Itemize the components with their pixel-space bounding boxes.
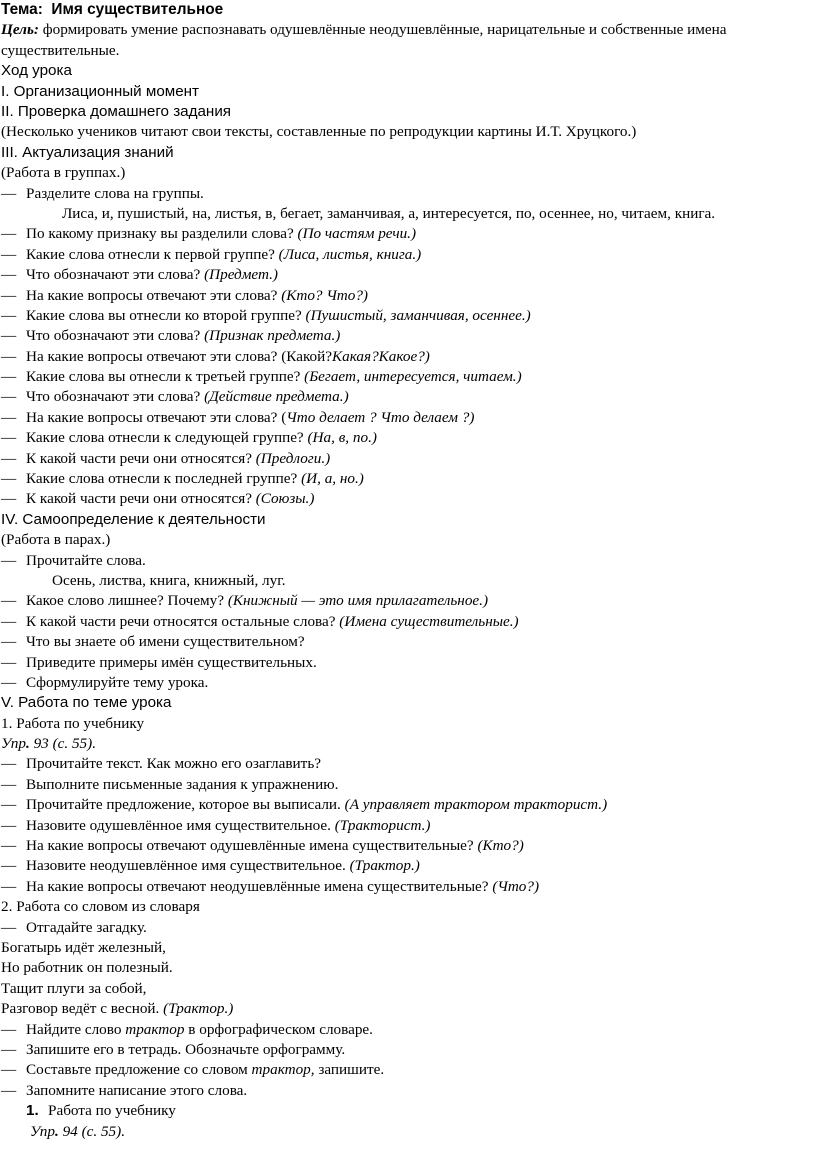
- section-2-note: (Несколько учеников читают свои тексты, составленные по репродукции картины И.Т. Хруцкого.): [1, 123, 637, 141]
- question-text: Выполните письменные задания к упражнению.: [26, 775, 339, 793]
- question-text: Какие слова отнесли к первой группе?: [26, 245, 275, 263]
- section-5-sub-1: 1. Работа по учебнику: [1, 714, 145, 732]
- dialogue-line: [1, 632, 816, 652]
- answer-text: (Лиса, листья, книга.): [278, 245, 422, 263]
- section-4-task: [1, 551, 816, 571]
- question-text: Приведите примеры имён существительных.: [26, 653, 317, 671]
- task-text: Отгадайте загадку.: [26, 918, 147, 936]
- section-5-dialogue: [1, 754, 816, 897]
- question-text: К какой части речи они относятся?: [26, 449, 252, 467]
- dash: —: [1, 653, 17, 671]
- question-text: Какие слова вы отнесли к третьей группе?: [26, 368, 301, 386]
- dialogue-line: [1, 326, 816, 346]
- riddle-line-1: Богатырь идёт железный,: [1, 939, 166, 956]
- question-text: Какие слова вы отнесли ко второй группе?: [26, 306, 302, 324]
- dialogue-line: [1, 836, 816, 856]
- title-text: Имя существительное: [51, 1, 224, 18]
- dialogue-line: [1, 856, 816, 876]
- dialogue-line: [1, 347, 816, 367]
- answer-text: (Предмет.): [204, 266, 278, 284]
- question-text: Что обозначают эти слова?: [26, 388, 201, 406]
- answer-text: (Предлоги.): [255, 449, 331, 467]
- dash: —: [1, 327, 17, 345]
- answer-text: (Что?): [492, 877, 540, 895]
- answer-text: (На, в, по.): [307, 429, 377, 447]
- answer-text: (А управляет трактором тракторист.): [344, 796, 608, 814]
- answer-text: (Книжный — это имя прилагательное.): [227, 592, 489, 610]
- dialogue-line: [1, 653, 816, 673]
- dash: —: [1, 857, 17, 875]
- answer-text: (Союзы.): [255, 490, 315, 508]
- answer-text: (Кто? Что?): [281, 286, 368, 304]
- answer-text: (Признак предмета.): [204, 327, 341, 345]
- dash: —: [1, 449, 17, 467]
- riddle-line-3: Тащит плуги за собой,: [1, 979, 147, 997]
- dict-step-2: [1, 1040, 816, 1060]
- question-text: К какой части речи они относятся?: [26, 490, 252, 508]
- dialogue-line: [1, 591, 816, 611]
- exercise-prefix: Упр: [30, 1122, 55, 1140]
- dash: —: [1, 1040, 17, 1058]
- dash: —: [1, 225, 17, 243]
- section-4-dialogue: [1, 591, 816, 693]
- question-text: Прочитайте текст. Как можно его озаглавить?: [26, 755, 321, 773]
- section-2-heading: II. Проверка домашнего задания: [1, 102, 232, 120]
- answer-text: (Кто?): [477, 837, 524, 855]
- dialogue-line: [1, 265, 816, 285]
- step-text: Запомните написание этого слова.: [26, 1081, 248, 1099]
- dialogue-line: [1, 449, 816, 469]
- dict-step-3: [1, 1060, 816, 1080]
- question-text: На какие вопросы отвечают неодушевлённые имена существительные?: [26, 877, 489, 895]
- numbered-item: [1, 1101, 816, 1121]
- dash: —: [1, 347, 17, 365]
- answer-text: (Имена существительные.): [339, 612, 519, 630]
- dash: —: [1, 266, 17, 284]
- dash: —: [1, 796, 17, 814]
- dash: —: [1, 1081, 17, 1099]
- dialogue-line: [1, 754, 816, 774]
- answer-text: Какая?Какое?): [332, 347, 430, 365]
- exercise-94: [1, 1122, 816, 1142]
- dash: —: [1, 429, 17, 447]
- dash: —: [1, 551, 17, 569]
- question-text: Назовите неодушевлённое имя существительное.: [26, 857, 346, 875]
- dash: —: [1, 184, 17, 202]
- goal-label: Цель:: [1, 21, 39, 39]
- dialogue-line: [1, 245, 816, 265]
- question-text: Сформулируйте тему урока.: [26, 673, 209, 691]
- lesson-title: [1, 0, 816, 20]
- exercise-number: 93 (с. 55).: [29, 735, 96, 753]
- riddle-line-2: Но работник он полезный.: [1, 959, 173, 977]
- question-text: По какому признаку вы разделили слова?: [26, 225, 294, 243]
- dialogue-line: [1, 816, 816, 836]
- exercise-prefix: Упр: [1, 735, 26, 753]
- dash: —: [1, 673, 17, 691]
- question-text: Что вы знаете об имени существительном?: [26, 633, 305, 651]
- riddle-task: [1, 918, 816, 938]
- goal-text: формировать умение распознавать одушевлённые неодушевлённые, нарицательные и собственные имена существительные.: [1, 21, 727, 59]
- answer-text: (Действие предмета.): [204, 388, 349, 406]
- dash: —: [1, 368, 17, 386]
- question-text: К какой части речи относятся остальные слова?: [26, 612, 336, 630]
- step-text: запишите.: [314, 1061, 385, 1079]
- list-item-text: Работа по учебнику: [48, 1102, 176, 1120]
- question-text: Что обозначают эти слова?: [26, 266, 201, 284]
- question-text: Какие слова отнесли к следующей группе?: [26, 429, 304, 447]
- answer-text: (И, а, но.): [301, 470, 364, 488]
- dash: —: [1, 592, 17, 610]
- question-text: Прочитайте предложение, которое вы выписали.: [26, 796, 341, 814]
- riddle-line-4: [1, 999, 816, 1019]
- question-text: На какие вопросы отвечают одушевлённые имена существительные?: [26, 837, 474, 855]
- dict-step-1: [1, 1020, 816, 1040]
- dash: —: [1, 1020, 17, 1038]
- step-text: Запишите его в тетрадь. Обозначьте орфограмму.: [26, 1040, 346, 1058]
- task-text: Прочитайте слова.: [26, 551, 146, 569]
- dash: —: [1, 245, 17, 263]
- dialogue-line: [1, 877, 816, 897]
- exercise-dot: .: [25, 735, 30, 753]
- dash: —: [1, 470, 17, 488]
- dash: —: [1, 388, 17, 406]
- section-4-heading: IV. Самоопределение к деятельности: [1, 510, 266, 528]
- answer-text: (Тракторист.): [334, 816, 431, 834]
- answer-text: (Пушистый, заманчивая, осеннее.): [305, 306, 531, 324]
- dash: —: [1, 1061, 17, 1079]
- section-4-note: (Работа в парах.): [1, 531, 111, 549]
- dash: —: [1, 286, 17, 304]
- dialogue-line: [1, 428, 816, 448]
- exercise-dot: .: [54, 1122, 59, 1140]
- dash: —: [1, 837, 17, 855]
- dash: —: [1, 306, 17, 324]
- dash: —: [1, 408, 17, 426]
- dialogue-line: [1, 489, 816, 509]
- answer-text: (Бегает, интересуется, читаем.): [304, 368, 522, 386]
- dash: —: [1, 877, 17, 895]
- section-3-heading: III. Актуализация знаний: [1, 143, 174, 161]
- question-text: На какие вопросы отвечают эти слова?: [26, 286, 278, 304]
- dash: —: [1, 612, 17, 630]
- plan-heading: Ход урока: [1, 62, 72, 80]
- question-text: Какое слово лишнее? Почему?: [26, 592, 225, 610]
- section-3-dialogue: [1, 224, 816, 509]
- dialogue-line: [1, 795, 816, 815]
- dash: —: [1, 918, 17, 936]
- question-text: На какие вопросы отвечают эти слова? (Какой?: [26, 347, 333, 365]
- answer-text: Что делает ? Что делаем ?): [286, 408, 475, 426]
- dialogue-line: [1, 775, 816, 795]
- section-5-heading: V. Работа по теме урока: [1, 694, 172, 712]
- dash: —: [1, 633, 17, 651]
- dict-step-4: [1, 1081, 816, 1101]
- exercise-number: 94 (с. 55).: [58, 1122, 125, 1140]
- section-5-sub-2: 2. Работа со словом из словаря: [1, 898, 200, 916]
- question-text: Что обозначают эти слова?: [26, 327, 201, 345]
- question-text: Какие слова отнесли к последней группе?: [26, 470, 298, 488]
- section-3-words: Лиса, и, пушистый, на, листья, в, бегает, заманчивая, а, интересуется, по, осеннее, но, читаем, книга.: [62, 204, 716, 222]
- dash: —: [1, 816, 17, 834]
- dialogue-line: [1, 469, 816, 489]
- question-text: Назовите одушевлённое имя существительное.: [26, 816, 331, 834]
- section-4-words: Осень, листва, книга, книжный, луг.: [52, 571, 286, 589]
- step-text: в орфографическом словаре.: [184, 1020, 373, 1038]
- dash: —: [1, 775, 17, 793]
- list-number: 1.: [26, 1102, 39, 1120]
- dialogue-line: [1, 408, 816, 428]
- dictionary-word: трактор,: [251, 1061, 315, 1079]
- section-3-note: (Работа в группах.): [1, 164, 126, 182]
- answer-text: (Трактор.): [349, 857, 420, 875]
- section-1-heading: I. Организационный момент: [1, 82, 199, 100]
- title-label: Тема:: [1, 1, 43, 18]
- dash: —: [1, 490, 17, 508]
- question-text: На какие вопросы отвечают эти слова? (: [26, 408, 287, 426]
- riddle-text: Разговор ведёт с весной.: [1, 1000, 160, 1018]
- dictionary-word: трактор: [125, 1020, 185, 1038]
- dialogue-line: [1, 367, 816, 387]
- exercise-93: [1, 734, 816, 754]
- dialogue-line: [1, 673, 816, 693]
- dialogue-line: [1, 224, 816, 244]
- dialogue-line: [1, 286, 816, 306]
- dialogue-line: [1, 612, 816, 632]
- dash: —: [1, 755, 17, 773]
- riddle-answer: (Трактор.): [163, 1000, 234, 1018]
- dialogue-line: [1, 387, 816, 407]
- answer-text: (По частям речи.): [297, 225, 417, 243]
- dialogue-line: [1, 306, 816, 326]
- lesson-goal: [1, 20, 816, 61]
- step-text: Составьте предложение со словом: [26, 1061, 252, 1079]
- step-text: Найдите слово: [26, 1020, 126, 1038]
- task-text: Разделите слова на группы.: [26, 184, 204, 202]
- section-3-task: [1, 184, 816, 204]
